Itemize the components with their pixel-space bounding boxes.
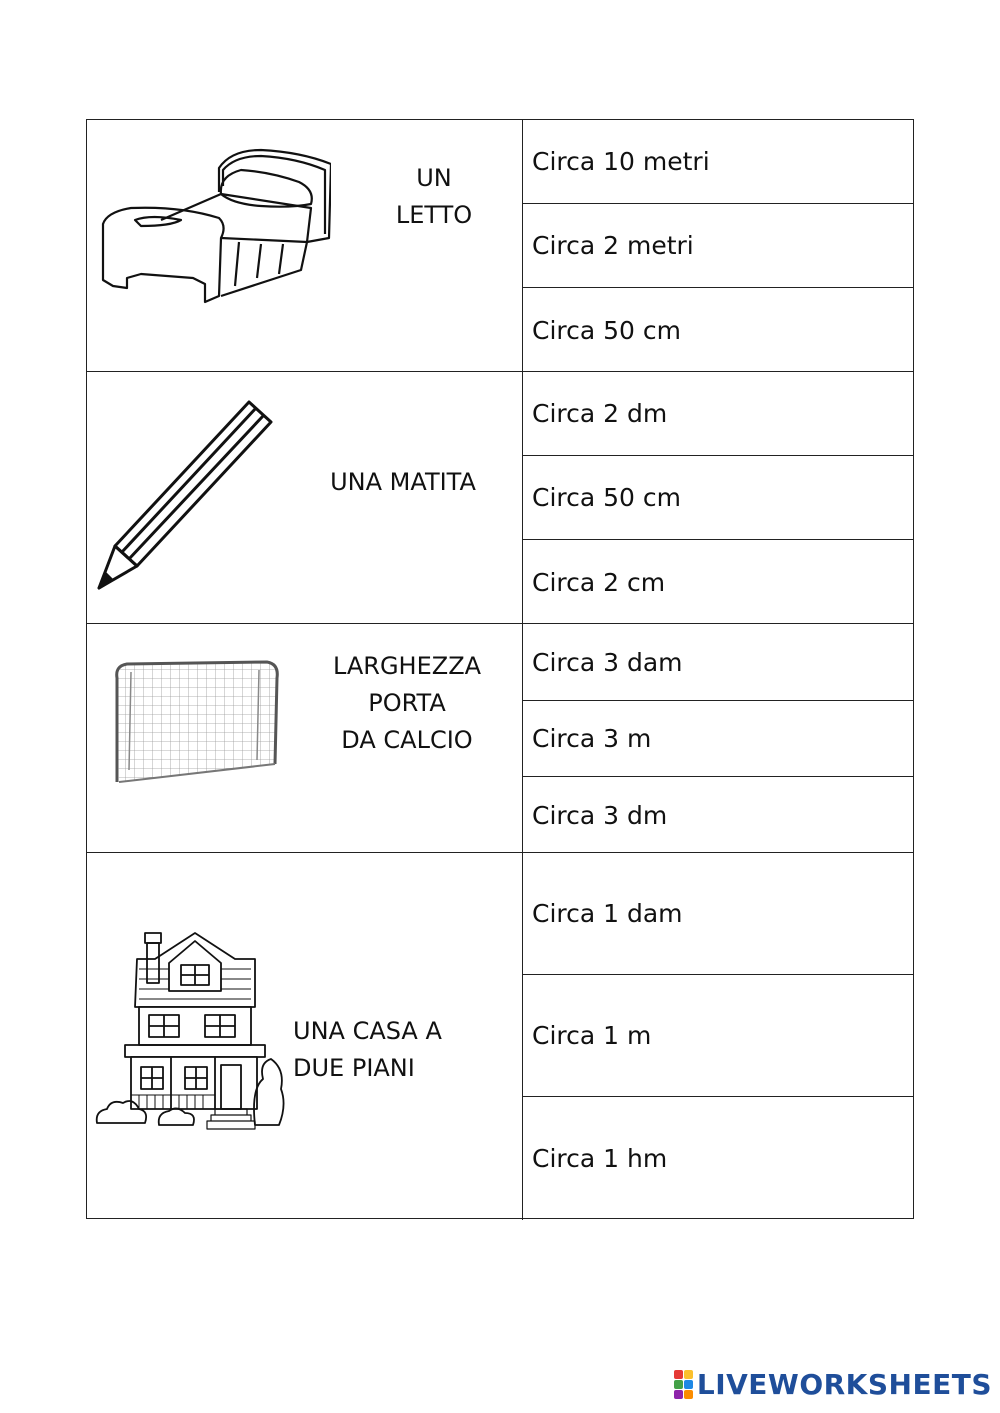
- item-label: UNA MATITA: [330, 468, 476, 496]
- question-bed: [87, 120, 913, 372]
- question-house: [87, 853, 913, 1220]
- answer-option[interactable]: Circa 50 cm: [523, 456, 913, 540]
- answer-option[interactable]: Circa 3 m: [523, 701, 913, 777]
- pencil-icon: [95, 396, 275, 592]
- answer-option[interactable]: Circa 1 hm: [532, 1144, 668, 1173]
- answer-option[interactable]: Circa 1 m: [523, 975, 913, 1097]
- answer-option[interactable]: Circa 3 dam: [523, 624, 913, 701]
- worksheet-table: [86, 119, 914, 1219]
- answer-option[interactable]: Circa 2 dm: [523, 372, 913, 456]
- answer-option[interactable]: Circa 3 dm: [532, 800, 668, 830]
- house-icon: [95, 929, 285, 1139]
- item-label: UN LETTO: [395, 164, 473, 229]
- bed-icon: [101, 146, 331, 304]
- item-label: UNA CASA A DUE PIANI: [293, 1017, 442, 1082]
- answer-option[interactable]: Circa 50 cm: [532, 315, 681, 345]
- brand-logo[interactable]: [674, 1367, 992, 1401]
- answer-option[interactable]: Circa 10 metri: [523, 120, 913, 204]
- answer-option[interactable]: Circa 2 cm: [532, 567, 666, 597]
- answer-options: [523, 624, 913, 852]
- soccer-goal-icon: [107, 660, 283, 786]
- answer-options: [523, 120, 913, 371]
- item-cell: [87, 120, 523, 371]
- answer-option[interactable]: Circa 2 metri: [523, 204, 913, 288]
- question-pencil: [87, 372, 913, 624]
- item-cell: [87, 853, 523, 1220]
- liveworksheets-logo-icon: [674, 1370, 693, 1399]
- item-label: LARGHEZZA PORTA DA CALCIO: [332, 652, 482, 754]
- answer-options: [523, 853, 913, 1220]
- brand-name: LIVEWORKSHEETS: [696, 1367, 992, 1401]
- item-cell: [87, 372, 523, 623]
- item-cell: [87, 624, 523, 852]
- question-soccer-goal: [87, 624, 913, 853]
- answer-options: [523, 372, 913, 623]
- answer-option[interactable]: Circa 1 dam: [523, 853, 913, 975]
